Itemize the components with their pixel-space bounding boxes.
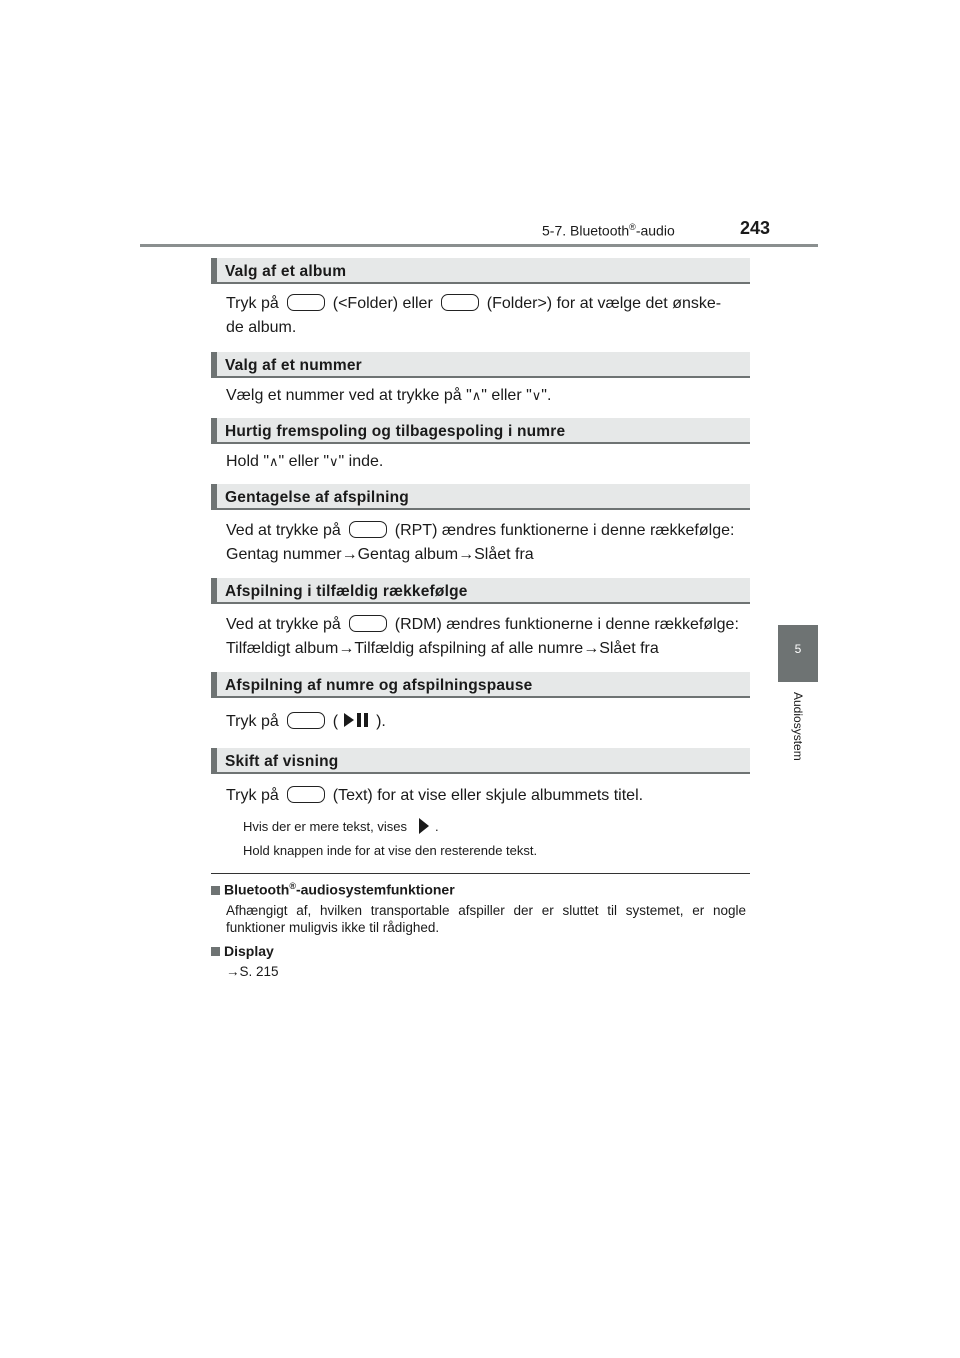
album-line-2: de album.	[226, 319, 297, 336]
page-number: 243	[740, 218, 771, 238]
play-pause-icon	[342, 711, 372, 729]
text-button-icon	[287, 786, 325, 803]
heading-play: Afspilning af numre og afspilningspause	[211, 672, 750, 698]
notes-divider	[211, 873, 750, 874]
folder-next-button-icon	[441, 294, 479, 311]
note-heading-bluetooth: Bluetooth®-audiosystemfunktioner	[211, 881, 455, 898]
heading-fast: Hurtig fremspoling og tilbagespoling i numre	[211, 418, 750, 444]
down-symbol: ∨	[329, 455, 339, 470]
repeat-line-2: Gentag nummer→Gentag album→Slået fra	[226, 546, 534, 563]
track-line: Vælg et nummer ved at trykke på "∧" eller "∨".	[226, 387, 552, 404]
display-line: Tryk på (Text) for at vise eller skjule albummets titel.	[226, 787, 644, 804]
note-text-display: →S. 215	[226, 964, 279, 979]
heading-track: Valg af et nummer	[211, 352, 750, 378]
heading-repeat: Gentagelse af afspilning	[211, 484, 750, 510]
up-symbol: ∧	[269, 455, 279, 470]
play-button-icon	[287, 712, 325, 729]
rdm-button-icon	[349, 615, 387, 632]
more-text-arrow-icon	[419, 818, 429, 834]
heading-random: Afspilning i tilfældig rækkefølge	[211, 578, 750, 604]
header-rule	[140, 244, 818, 247]
repeat-line-1: Ved at trykke på (RPT) ændres funktionerne i denne rækkefølge:	[226, 522, 735, 539]
note-text-bluetooth: Afhængigt af, hvilken transportable afspiller der er sluttet til systemet, er nogle funktioner muligvis ikke til rådighed.	[226, 903, 746, 935]
display-sub-1: Hvis der er mere tekst, vises .	[243, 819, 439, 834]
up-symbol: ∧	[471, 389, 482, 404]
down-symbol: ∨	[531, 389, 542, 404]
chapter-tab: 5	[778, 625, 818, 682]
random-line-1: Ved at trykke på (RDM) ændres funktionerne i denne rækkefølge:	[226, 616, 739, 633]
heading-display: Skift af visning	[211, 748, 750, 774]
album-line-1: Tryk på (<Folder) eller (Folder>) for at vælge det ønske-	[226, 295, 722, 312]
display-sub-2: Hold knappen inde for at vise den resterende tekst.	[243, 843, 538, 858]
random-line-2: Tilfældigt album→Tilfældig afspilning af alle numre→Slået fra	[226, 640, 659, 657]
heading-album: Valg af et album	[211, 258, 750, 284]
play-line: Tryk på ( ).	[226, 713, 386, 730]
section-title: 5-7. Bluetooth®-audio	[542, 222, 675, 239]
square-bullet-icon	[211, 947, 220, 956]
note-heading-display: Display	[211, 943, 274, 959]
rpt-button-icon	[349, 521, 387, 538]
fast-line: Hold "∧" eller "∨" inde.	[226, 453, 384, 470]
folder-prev-button-icon	[287, 294, 325, 311]
square-bullet-icon	[211, 886, 220, 895]
chapter-label: Audiosystem	[791, 692, 805, 761]
